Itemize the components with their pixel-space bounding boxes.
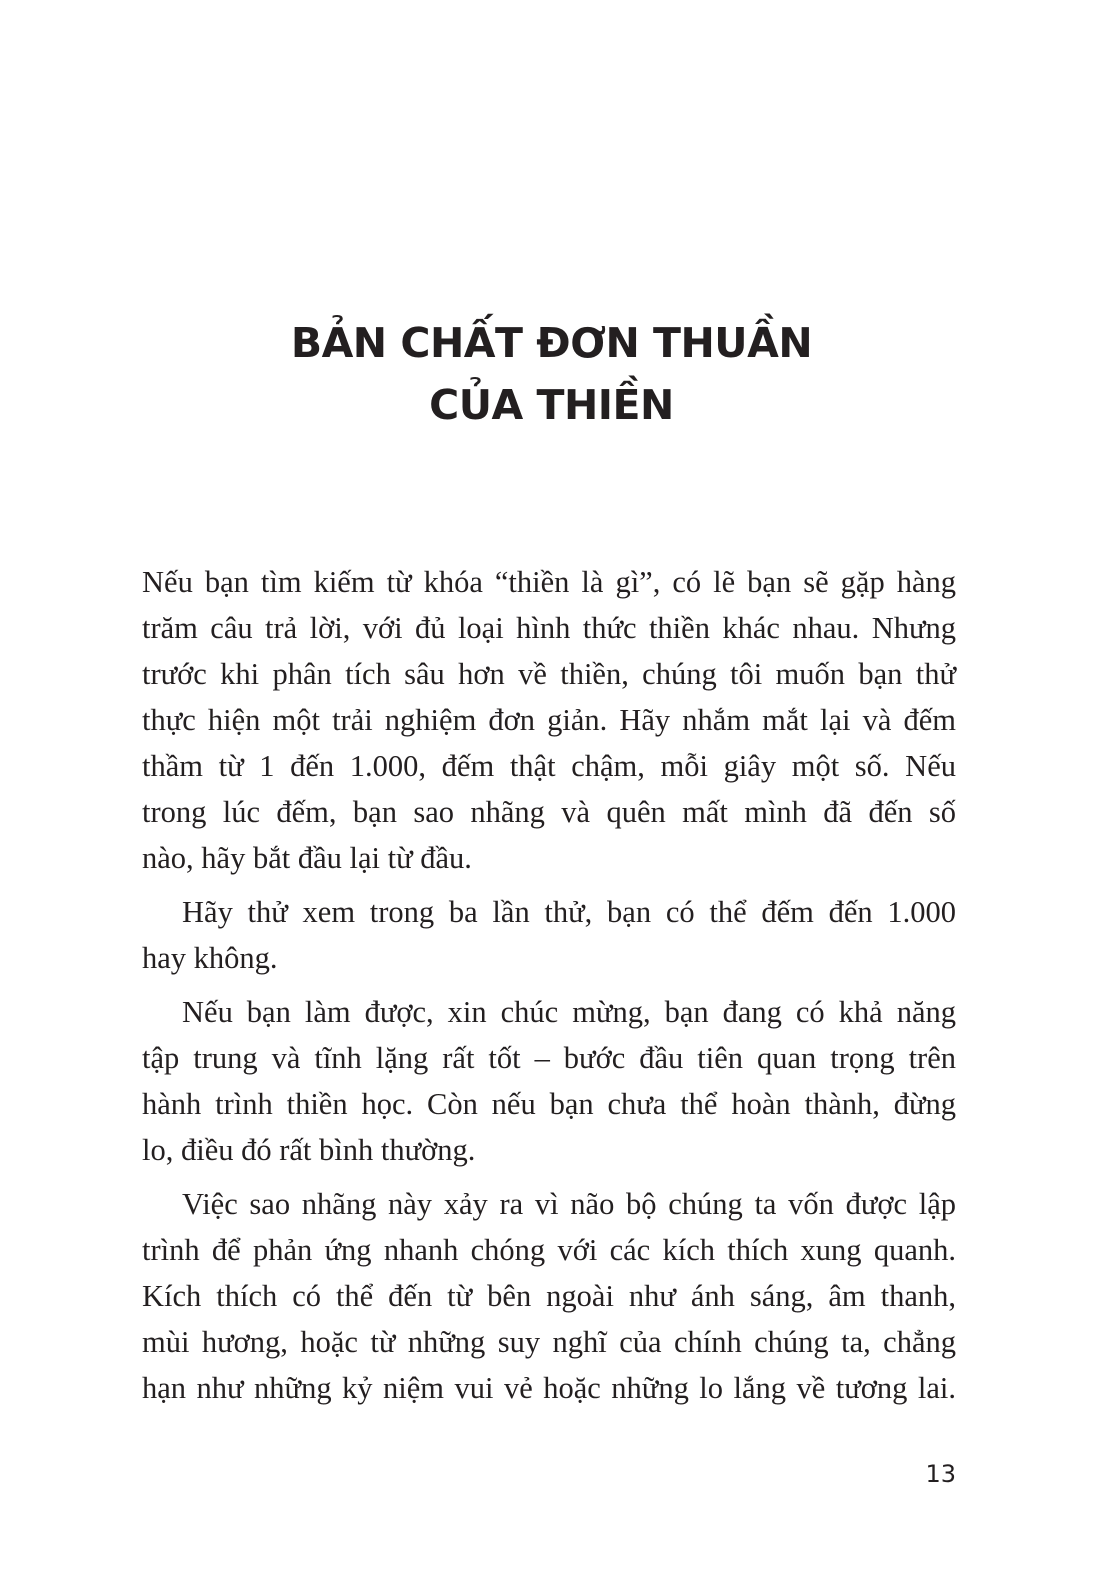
text-line: hành trình thiền học. Còn nếu bạn chưa thể hoàn thành, đừng <box>142 1087 956 1121</box>
text-line: Việc sao nhãng này xảy ra vì não bộ chúng ta vốn được lập <box>182 1187 956 1221</box>
text-line: lo, điều đó rất bình thường. <box>142 1133 476 1167</box>
text-line: mùi hương, hoặc từ những suy nghĩ của chính chúng ta, chẳng <box>142 1325 956 1359</box>
body-text <box>142 559 956 1411</box>
page-number: 13 <box>925 1460 956 1488</box>
text-line: thực hiện một trải nghiệm đơn giản. Hãy nhắm mắt lại và đếm <box>142 703 956 737</box>
chapter-title <box>0 312 1103 436</box>
chapter-title-line-2: CỦA THIỀN <box>429 381 674 429</box>
paragraph-4 <box>142 1181 956 1411</box>
paragraph-spacer <box>142 881 956 889</box>
text-line: hay không. <box>142 941 278 975</box>
text-line: Nếu bạn làm được, xin chúc mừng, bạn đang có khả năng <box>182 995 956 1029</box>
text-line: trình để phản ứng nhanh chóng với các kích thích xung quanh. <box>142 1233 956 1267</box>
text-line: Nếu bạn tìm kiếm từ khóa “thiền là gì”, có lẽ bạn sẽ gặp hàng <box>142 565 956 599</box>
paragraph-3 <box>142 989 956 1173</box>
paragraph-1 <box>142 559 956 881</box>
text-line: thầm từ 1 đến 1.000, đếm thật chậm, mỗi giây một số. Nếu <box>142 749 956 783</box>
paragraph-spacer <box>142 1173 956 1181</box>
text-line: Kích thích có thể đến từ bên ngoài như ánh sáng, âm thanh, <box>142 1279 956 1313</box>
paragraph-2 <box>142 889 956 981</box>
paragraph-spacer <box>142 981 956 989</box>
text-line: hạn như những kỷ niệm vui vẻ hoặc những lo lắng về tương lai. <box>142 1371 956 1405</box>
text-line: trước khi phân tích sâu hơn về thiền, chúng tôi muốn bạn thử <box>142 657 956 691</box>
text-line: Hãy thử xem trong ba lần thử, bạn có thể đếm đến 1.000 <box>182 895 956 929</box>
text-line: nào, hãy bắt đầu lại từ đầu. <box>142 841 472 875</box>
text-line: trong lúc đếm, bạn sao nhãng và quên mất mình đã đến số <box>142 795 956 829</box>
text-line: trăm câu trả lời, với đủ loại hình thức thiền khác nhau. Nhưng <box>142 611 956 645</box>
text-line: tập trung và tĩnh lặng rất tốt – bước đầu tiên quan trọng trên <box>142 1041 956 1075</box>
chapter-title-line-1: BẢN CHẤT ĐƠN THUẦN <box>290 319 813 367</box>
